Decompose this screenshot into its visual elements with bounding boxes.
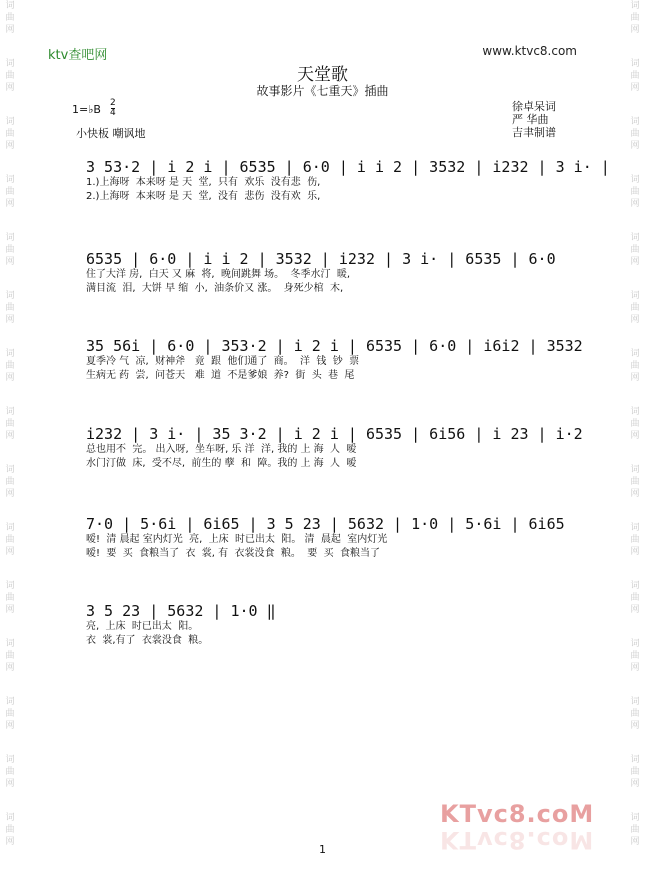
lyrics-verse-2: 水门汀做 床, 受不尽, 前生的 孽 和 障。我的 上 海 人 嗳 xyxy=(86,458,357,469)
side-watermark-char: 网 xyxy=(5,25,15,35)
side-watermark-char: 词 xyxy=(630,697,640,707)
side-watermark-char: 曲 xyxy=(5,767,15,777)
side-watermark-char: 词 xyxy=(5,407,15,417)
credit-lyricist: 徐卓呆词 xyxy=(512,100,556,113)
side-watermark-char: 网 xyxy=(5,605,15,615)
score-line-6 xyxy=(86,602,576,648)
side-watermark-char: 词 xyxy=(630,813,640,823)
side-watermark-char: 词 xyxy=(630,1,640,11)
side-watermark-char: 曲 xyxy=(630,709,640,719)
side-watermark-char: 曲 xyxy=(5,825,15,835)
side-watermark-char: 网 xyxy=(5,547,15,557)
side-watermark-char: 曲 xyxy=(630,825,640,835)
side-watermark-char: 词 xyxy=(5,639,15,649)
brand-logo[interactable]: ktv查吧网 xyxy=(48,48,108,63)
side-watermark-char: 网 xyxy=(630,25,640,35)
side-watermark-char: 词 xyxy=(5,349,15,359)
side-watermark-char: 曲 xyxy=(5,245,15,255)
score-line-1 xyxy=(86,158,610,204)
time-signature xyxy=(110,99,116,118)
side-watermark-char: 网 xyxy=(630,837,640,847)
credits xyxy=(512,100,556,139)
side-watermark-char: 网 xyxy=(5,199,15,209)
side-watermark-char: 词 xyxy=(630,117,640,127)
lyrics-verse-1: 亮, 上床 时已出太 阳。 xyxy=(86,621,199,632)
meter-bottom: 4 xyxy=(110,108,116,118)
lyrics-verse-2: 衣 裳,有了 衣裳没食 粮。 xyxy=(86,635,209,646)
side-watermark-char: 网 xyxy=(5,257,15,267)
side-watermark-char: 词 xyxy=(630,639,640,649)
lyrics-verse-1: 嗳! 清 晨起 室内灯光 亮, 上床 时已出太 阳。 清 晨起 室内灯光 xyxy=(86,534,388,545)
side-watermark-char: 词 xyxy=(630,755,640,765)
side-watermark-char: 网 xyxy=(5,83,15,93)
side-watermark-char: 词 xyxy=(5,523,15,533)
tempo-marking: 小快板 嘲讽地 xyxy=(76,127,146,140)
side-watermark-char: 词 xyxy=(5,233,15,243)
side-watermark-char: 网 xyxy=(630,83,640,93)
side-watermark-char: 曲 xyxy=(5,303,15,313)
score-line-5 xyxy=(86,515,576,561)
side-watermark-char: 网 xyxy=(630,779,640,789)
notes-row: 7·0 | 5·6i | 6i65 | 3 5 23 | 5632 | 1·0 | 5·6i | 6i65 xyxy=(86,515,565,533)
notes-row: 6535 | 6·0 | i i 2 | 3532 | i232 | 3 i· | 6535 | 6·0 xyxy=(86,250,556,268)
side-watermark-char: 词 xyxy=(630,407,640,417)
side-watermark-char: 曲 xyxy=(5,13,15,23)
lyrics-verse-2: 生病无 药 尝, 问苍天 难 道 不是爹娘 养? 街 头 巷 尾 xyxy=(86,370,355,381)
side-watermark-char: 曲 xyxy=(630,767,640,777)
side-watermark-char: 网 xyxy=(5,373,15,383)
side-watermark-char: 曲 xyxy=(5,709,15,719)
side-watermark-char: 网 xyxy=(5,431,15,441)
lyrics-verse-1: 住了大洋 房, 白天 又 麻 将, 晚间跳舞 场。 冬季水汀 暖, xyxy=(86,269,351,280)
notes-row: 35 56i | 6·0 | 353·2 | i 2 i | 6535 | 6·0 | i6i2 | 3532 xyxy=(86,337,583,355)
side-watermark-char: 网 xyxy=(5,779,15,789)
side-watermark-char: 网 xyxy=(5,489,15,499)
side-watermark-char: 网 xyxy=(630,721,640,731)
side-watermark-char: 曲 xyxy=(630,245,640,255)
side-watermark-char: 曲 xyxy=(630,477,640,487)
notes-row: 3 5 23 | 5632 | 1·0 ‖ xyxy=(86,602,276,620)
side-watermark-char: 网 xyxy=(5,663,15,673)
side-watermark-char: 曲 xyxy=(630,13,640,23)
side-watermark-char: 网 xyxy=(630,315,640,325)
side-watermark-char: 词 xyxy=(630,581,640,591)
side-watermark-char: 词 xyxy=(5,697,15,707)
side-watermark-char: 词 xyxy=(5,1,15,11)
side-watermark-char: 词 xyxy=(630,523,640,533)
side-watermark-char: 曲 xyxy=(630,361,640,371)
score-line-2 xyxy=(86,250,576,296)
side-watermark-right xyxy=(627,0,643,891)
side-watermark-char: 词 xyxy=(5,291,15,301)
side-watermark-char: 网 xyxy=(630,663,640,673)
side-watermark-char: 曲 xyxy=(5,419,15,429)
side-watermark-char: 曲 xyxy=(630,129,640,139)
credit-composer: 严 华曲 xyxy=(512,113,549,126)
side-watermark-char: 网 xyxy=(630,605,640,615)
side-watermark-char: 曲 xyxy=(5,477,15,487)
side-watermark-char: 词 xyxy=(630,233,640,243)
side-watermark-char: 曲 xyxy=(630,535,640,545)
side-watermark-char: 曲 xyxy=(630,303,640,313)
side-watermark-char: 曲 xyxy=(5,651,15,661)
side-watermark-char: 网 xyxy=(5,141,15,151)
key-signature: 1=♭B xyxy=(72,103,101,116)
side-watermark-char: 词 xyxy=(5,813,15,823)
side-watermark-char: 网 xyxy=(630,547,640,557)
lyrics-verse-1: 夏季冷 气 凉, 财神斧 竟 跟 他们通了 商。 洋 钱 钞 票 xyxy=(86,356,360,367)
notes-row: i232 | 3 i· | 35 3·2 | i 2 i | 6535 | 6i56 | i 23 | i·2 xyxy=(86,425,583,443)
side-watermark-char: 词 xyxy=(5,581,15,591)
side-watermark-char: 词 xyxy=(5,59,15,69)
side-watermark-char: 词 xyxy=(630,59,640,69)
side-watermark-char: 词 xyxy=(630,291,640,301)
side-watermark-char: 网 xyxy=(630,489,640,499)
side-watermark-char: 网 xyxy=(5,721,15,731)
side-watermark-char: 曲 xyxy=(5,187,15,197)
side-watermark-left xyxy=(2,0,18,891)
side-watermark-char: 网 xyxy=(630,373,640,383)
side-watermark-char: 曲 xyxy=(630,419,640,429)
page-number: 1 xyxy=(319,843,326,856)
side-watermark-char: 曲 xyxy=(630,651,640,661)
side-watermark-char: 曲 xyxy=(5,71,15,81)
song-title: 天堂歌 xyxy=(297,65,348,85)
lyrics-verse-1: 1.)上海呀 本来呀 是 天 堂, 只有 欢乐 没有悲 伤, xyxy=(86,177,321,188)
side-watermark-char: 词 xyxy=(5,465,15,475)
lyrics-verse-2: 满目流 泪, 大饼 早 缩 小, 油条价又 涨。 身死少棺 木, xyxy=(86,283,344,294)
notes-row: 3 53·2 | i 2 i | 6535 | 6·0 | i i 2 | 3532 | i232 | 3 i· | xyxy=(86,158,610,176)
lyrics-verse-2: 2.)上海呀 本来呀 是 天 堂, 没有 悲伤 没有欢 乐, xyxy=(86,191,321,202)
side-watermark-char: 网 xyxy=(5,315,15,325)
side-watermark-char: 词 xyxy=(5,175,15,185)
side-watermark-char: 曲 xyxy=(630,71,640,81)
site-url[interactable]: www.ktvc8.com xyxy=(482,44,577,58)
lyrics-verse-2: 嗳! 要 买 食粮当了 衣 裳, 有 衣裳没食 粮。 要 买 食粮当了 xyxy=(86,548,380,559)
side-watermark-char: 词 xyxy=(630,349,640,359)
side-watermark-char: 网 xyxy=(630,257,640,267)
side-watermark-char: 曲 xyxy=(5,593,15,603)
lyrics-verse-1: 总也用不 完。 出入呀, 坐车呀, 乐 洋 洋, 我的 上 海 人 嗳 xyxy=(86,444,357,455)
side-watermark-char: 网 xyxy=(630,199,640,209)
side-watermark-char: 网 xyxy=(630,431,640,441)
song-subtitle: 故事影片《七重天》插曲 xyxy=(256,84,389,98)
watermark-logo-reflection: KTvc8.coM xyxy=(440,826,595,854)
side-watermark-char: 网 xyxy=(630,141,640,151)
side-watermark-char: 曲 xyxy=(630,187,640,197)
score-line-3 xyxy=(86,337,583,383)
meter-top: 2 xyxy=(110,98,116,108)
watermark-logo: KTvc8.coM xyxy=(440,800,595,828)
side-watermark-char: 曲 xyxy=(5,535,15,545)
score-line-4 xyxy=(86,425,583,471)
side-watermark-char: 曲 xyxy=(5,361,15,371)
side-watermark-char: 词 xyxy=(630,175,640,185)
side-watermark-char: 网 xyxy=(5,837,15,847)
side-watermark-char: 曲 xyxy=(630,593,640,603)
side-watermark-char: 词 xyxy=(630,465,640,475)
credit-transcriber: 吉聿制谱 xyxy=(512,126,556,139)
side-watermark-char: 词 xyxy=(5,755,15,765)
side-watermark-char: 曲 xyxy=(5,129,15,139)
side-watermark-char: 词 xyxy=(5,117,15,127)
